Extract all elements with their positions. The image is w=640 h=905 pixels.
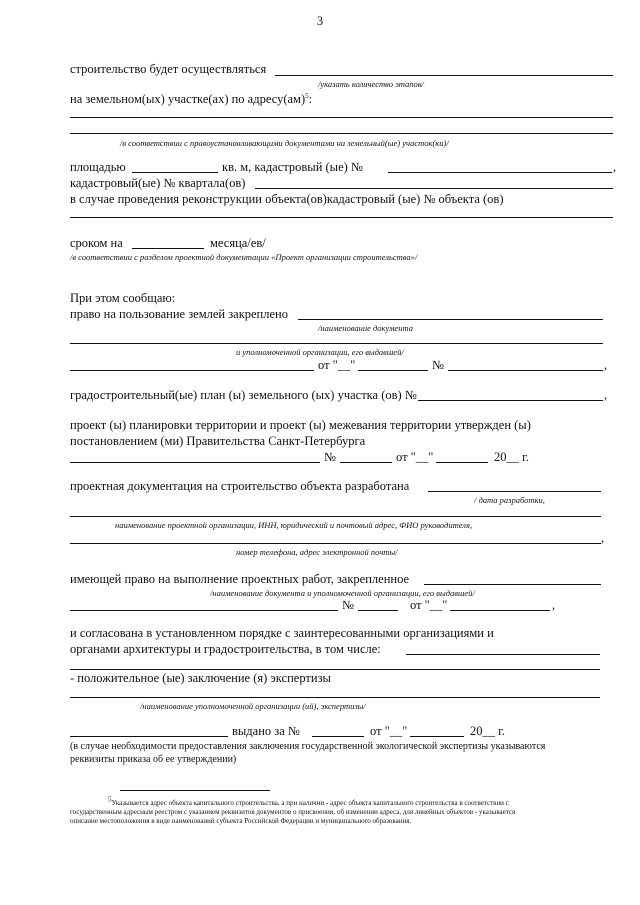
agreed-field[interactable]: [406, 654, 600, 655]
org-hint: и уполномоченной организации, его выдавшей/: [236, 347, 404, 357]
agreed-field-2[interactable]: [70, 669, 600, 670]
footnote-separator: [120, 790, 270, 791]
term-unit: месяца/ев/: [210, 236, 266, 250]
right-hint: /наименование документа и уполномоченной организации, его выдавшей/: [210, 588, 475, 598]
footnote-mark: 5: [108, 795, 112, 804]
resolution-date-field[interactable]: [436, 462, 488, 463]
phone-hint: номер телефона, адрес электронной почты/: [236, 547, 398, 557]
footnote: $^5$Указывается адрес объекта капитального строительства, а при наличии - адрес объекта капитального строительства в соответствии с государственным адресным реестром с указанием реквизитов документов о присвоении, об изменении адреса, для линейных объектов - указывается описание местоположения в виде наименований субъекта Российской Федерации и муниципального образования.: [70, 795, 516, 825]
project-docs-label: проектная документация на строительство объекта разработана: [70, 479, 410, 493]
term-label: сроком на: [70, 236, 123, 250]
land-right-field[interactable]: [298, 319, 603, 320]
resolution-number-field[interactable]: [340, 462, 392, 463]
expertise-label: - положительное (ые) заключение (я) экспертизы: [70, 671, 331, 685]
gpzu-label: градостроительный(ые) план (ы) земельного (ых) участка (ов) №: [70, 388, 417, 402]
date-hint: / дата разработки,: [474, 495, 545, 505]
project-docs-field[interactable]: [428, 491, 601, 492]
construction-stages-field[interactable]: [275, 75, 613, 76]
address-field-1[interactable]: [70, 117, 613, 118]
land-doc-field[interactable]: [70, 370, 314, 371]
right-field[interactable]: [424, 584, 601, 585]
comma: ,: [552, 598, 556, 612]
right-date-field[interactable]: [450, 610, 550, 611]
agreed-label-2: органами архитектуры и градостроительства, в том числе:: [70, 642, 381, 656]
address-label: на земельном(ых) участке(ах) по адресу(ам)$^5$:: [70, 91, 313, 106]
address-field-2[interactable]: [70, 133, 613, 134]
project-org-field[interactable]: [70, 516, 601, 517]
area-unit-label: кв. м, кадастровый (ые) №: [222, 160, 363, 174]
comma: ,: [601, 531, 605, 545]
rights-docs-hint: /в соответствии с правоустанавливающими документами на земельный(ые) участок(ки)/: [120, 138, 449, 148]
issued-label: выдано за №: [232, 724, 300, 738]
expertise-field[interactable]: [70, 697, 600, 698]
land-date-field[interactable]: [358, 370, 428, 371]
comma: ,: [604, 388, 608, 402]
agreed-label-1: и согласована в установленном порядке с заинтересованными организациями и: [70, 626, 494, 640]
eco-note-2: реквизиты приказа об ее утверждении): [70, 754, 237, 765]
comma: ,: [604, 358, 608, 372]
from-date-label: от "__": [396, 450, 434, 464]
doc-name-hint: /наименование документа: [318, 323, 413, 333]
page-number: 3: [316, 14, 324, 28]
block-cadastral-field[interactable]: [255, 188, 613, 189]
right-number-field[interactable]: [358, 610, 398, 611]
construction-label: строительство будет осуществляться: [70, 62, 267, 76]
from-date-label: от "__": [370, 724, 408, 738]
from-date-label: от "__": [318, 358, 356, 372]
gpzu-field[interactable]: [418, 400, 603, 401]
block-cadastral-label: кадастровый(ые) № квартала(ов): [70, 176, 246, 190]
eco-note-1: (в случае необходимости предоставления заключения государственной экологической экспертизы указываются: [70, 741, 546, 752]
stages-hint: /указать количество этапов/: [318, 79, 424, 89]
comma: ,: [613, 160, 617, 174]
term-field[interactable]: [132, 248, 204, 249]
land-cadastral-field[interactable]: [388, 172, 612, 173]
reconstruction-label: в случае проведения реконструкции объекта(ов)кадастровый (ые) № объекта (ов): [70, 192, 504, 206]
land-right-label: право на пользование землей закреплено: [70, 307, 288, 321]
number-sign: №: [342, 598, 354, 612]
right-doc-field[interactable]: [70, 610, 338, 611]
issued-date-field[interactable]: [410, 736, 464, 737]
year-label: 20__ г.: [494, 450, 529, 464]
number-sign: №: [432, 358, 444, 372]
notice-label: При этом сообщаю:: [70, 291, 176, 305]
footnote-ref: 5: [305, 91, 309, 100]
object-cadastral-field[interactable]: [70, 217, 613, 218]
expertise-org-field[interactable]: [70, 736, 228, 737]
number-sign: №: [324, 450, 336, 464]
term-hint: /в соответствии с разделом проектной документации «Проект организации строительства»/: [70, 252, 418, 262]
resolution-field[interactable]: [70, 462, 320, 463]
land-right-field-2[interactable]: [70, 343, 603, 344]
planning-label-1: проект (ы) планировки территории и проект (ы) межевания территории утвержден (ы): [70, 418, 531, 432]
right-label: имеющей право на выполнение проектных работ, закрепленное: [70, 572, 410, 586]
area-field[interactable]: [132, 172, 218, 173]
area-label: площадью: [70, 160, 126, 174]
project-contacts-field[interactable]: [70, 543, 601, 544]
from-date-label: от "__": [410, 598, 448, 612]
year-label: 20__ г.: [470, 724, 505, 738]
land-number-field[interactable]: [448, 370, 603, 371]
org-details-hint: наименование проектной организации, ИНН, юридический и почтовый адрес, ФИО руководителя,: [115, 520, 473, 530]
expertise-hint: /наименование уполномоченной организации (ий), экспертизы/: [140, 701, 366, 711]
issued-number-field[interactable]: [312, 736, 364, 737]
planning-label-2: постановлением (ми) Правительства Санкт-Петербурга: [70, 434, 366, 448]
